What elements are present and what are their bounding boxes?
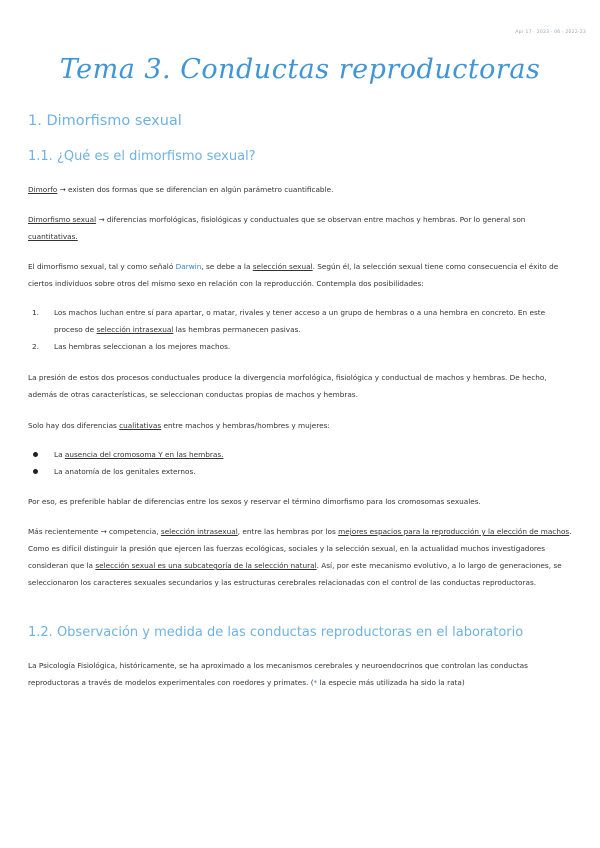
header-meta: Apr 17 · 2023 · 06 · 2022-23 (515, 30, 586, 35)
page-title: Tema 3. Conductas reproductoras (59, 54, 541, 85)
paragraph-text: → diferencias morfológicas, fisiológicas y conductuales que se observan entre machos y hembras. Por lo general son (96, 215, 526, 224)
paragraph-text: El dimorfismo sexual, tal y como señaló (28, 262, 176, 271)
subsection-heading-1-2: 1.2. Observación y medida de las conductas reproductoras en el laboratorio (28, 625, 524, 640)
paragraph-text: Más recientemente → competencia, (28, 527, 161, 536)
list-text: La anatomía de los genitales externos. (54, 467, 196, 476)
bullet-icon (33, 452, 38, 457)
list-text: La (54, 450, 65, 459)
paragraph-mas-recientemente (28, 523, 572, 591)
term-seleccion-sexual: selección sexual (252, 262, 313, 271)
list-text: Los machos luchan entre sí para apartar, o matar, rivales y tener acceso a un grupo de hembras o a una hembra en concreto. En este proceso de (54, 308, 546, 334)
subsection-heading-1-1: 1.1. ¿Qué es el dimorfismo sexual? (28, 149, 256, 164)
term-seleccion-intrasexual: selección intrasexual (96, 325, 174, 334)
paragraph-text: . Así, por este mecanismo evolutivo, a lo largo de generaciones, se seleccionaron los caracteres sexuales secundarios y las estructuras cerebrales relacionadas con el control de las conductas reproductoras. (28, 561, 562, 587)
term-dimorfismo-sexual: Dimorfismo sexual (28, 215, 97, 224)
list-number: 1. (32, 308, 39, 317)
paragraph-presion: La presión de estos dos procesos conductuales produce la divergencia morfológica, fisiológica y conductual de machos y hembras. De hecho, además de otras características, se seleccionan conductas propias de machos y hembras. (28, 373, 547, 399)
list-item (28, 446, 572, 463)
possibilities-list (28, 304, 572, 355)
list-text: las hembras permanecen pasivas. (173, 325, 301, 334)
list-item (28, 463, 572, 480)
list-item (28, 304, 572, 338)
differences-list (28, 446, 572, 480)
paragraph-dimorfo (28, 181, 572, 198)
paragraph-cualitativas (28, 417, 572, 434)
term-cuantitativas: cuantitativas. (28, 232, 78, 241)
term-cualitativas: cualitativas (119, 421, 162, 430)
paragraph-text: La Psicología Fisiológica, históricamente, se ha aproximado a los mecanismos cerebrales y neuroendocrinos que controlan las conductas reproductoras a través de modelos experimentales con roedores y primates. ( (28, 661, 528, 687)
term-seleccion-intrasexual-2: selección intrasexual (160, 527, 238, 536)
list-item (28, 338, 572, 355)
term-darwin: Darwin (175, 262, 202, 271)
list-number: 2. (32, 342, 39, 351)
term-subcategoria-seleccion-natural: selección sexual es una subcategoría de la selección natural (95, 561, 317, 570)
term-mejores-espacios: mejores espacios para la reproducción y la elección de machos (338, 527, 570, 536)
paragraph-text: Solo hay dos diferencias (28, 421, 120, 430)
section-heading: 1. Dimorfismo sexual (28, 113, 182, 129)
paragraph-psicologia-fisiologica (28, 657, 572, 691)
list-text: Las hembras seleccionan a los mejores machos. (54, 342, 231, 351)
paragraph-text: la especie más utilizada ha sido la rata) (317, 678, 465, 687)
paragraph-por-eso: Por eso, es preferible hablar de diferencias entre los sexos y reservar el término dimorfismo para los cromosomas sexuales. (28, 497, 481, 506)
paragraph-text: , entre las hembras por los (237, 527, 339, 536)
paragraph-text: . Como es difícil distinguir la presión que ejercen las fuerzas ecológicas, sociales y la selección sexual, en la actualidad muchos investigadores consideran que la (28, 527, 572, 570)
bullet-icon (33, 469, 38, 474)
paragraph-dimorfismo-sexual (28, 211, 572, 245)
paragraph-text: . Según él, la selección sexual tiene como consecuencia el éxito de ciertos individuos sobre otros del mismo sexo en relación con la reproducción. Contempla dos posibilidades: (28, 262, 559, 288)
paragraph-darwin (28, 258, 572, 292)
paragraph-text: , se debe a la (201, 262, 253, 271)
paragraph-text: entre machos y hembras/hombres y mujeres: (161, 421, 330, 430)
term-dimorfo: Dimorfo (28, 185, 58, 194)
paragraph-text: → existen dos formas que se diferencian en algún parámetro cuantificable. (57, 185, 334, 194)
star-icon: * (313, 678, 318, 687)
term-ausencia-cromosoma-y: ausencia del cromosoma Y en las hembras. (64, 450, 224, 459)
